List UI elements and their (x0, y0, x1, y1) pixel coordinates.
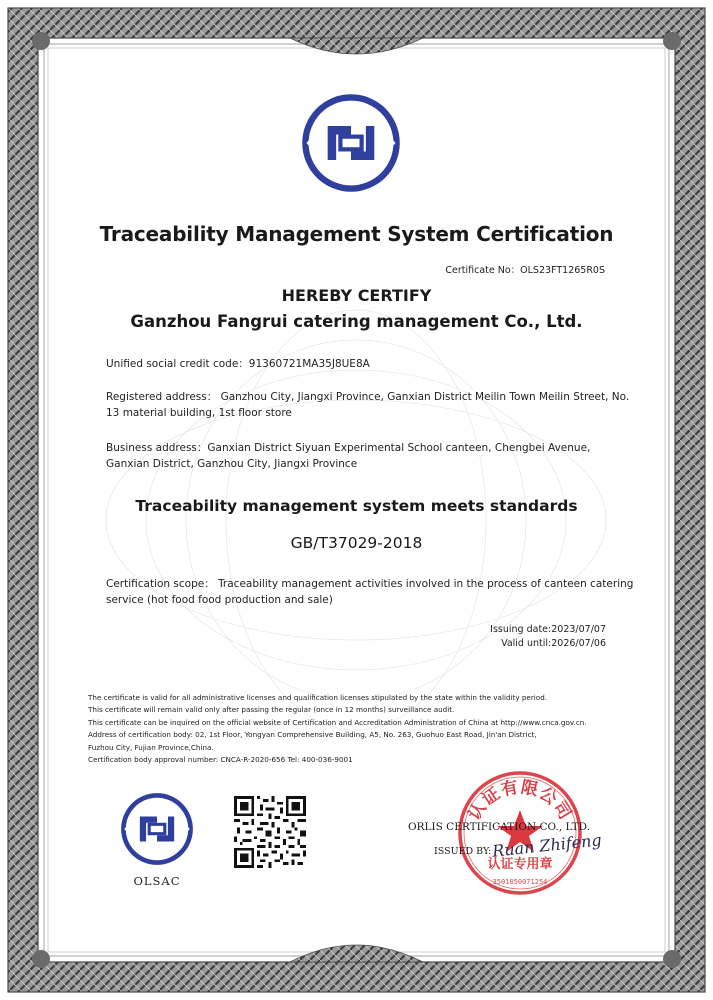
note-line: The certificate is valid for all administrative licenses and qualification licenses stipulated by the state within the validity period. (88, 693, 548, 702)
certificate-title: Traceability Management System Certification (99, 222, 614, 246)
seal-number: 3501050071254 (492, 878, 548, 886)
certificate-number-value: OLS23FT1265R0S (520, 265, 605, 276)
issuing-date-label: Issuing date: (490, 624, 552, 635)
certification-body-name: ORLIS CERTIFICATION CO., LTD. (408, 821, 591, 833)
certificate-number (445, 262, 605, 276)
registered-address-label: Registered address： (106, 391, 218, 403)
fine-print-notes (88, 692, 648, 766)
issuing-date-value: 2023/07/07 (551, 624, 606, 635)
note-line: Certification body approval number: CNCA-R-2020-656 Tel: 400-036-9001 (88, 755, 353, 765)
meets-standards-heading: Traceability management system meets standards (135, 497, 578, 515)
seal-arc-text: 认证有限公司 (464, 777, 576, 825)
scope-field (106, 576, 636, 608)
signature: Ruan Zhifeng (491, 830, 603, 861)
issuing-date-row (490, 623, 606, 637)
usc-value: 91360721MA35J8UE8A (248, 358, 370, 370)
olsac-logo-text: OLSAC (133, 874, 181, 888)
seal-sub-text: 认证专用章 (487, 857, 553, 872)
olsac-logo-icon (298, 90, 404, 196)
certificate-number-label: Certificate No： (445, 265, 521, 276)
note-line: Fuzhou City, Fujian Province,China. (88, 742, 214, 752)
valid-until-row (490, 637, 606, 651)
hereby-certify: HEREBY CERTIFY (281, 286, 432, 305)
business-address-field (106, 440, 636, 472)
business-address-label: Business address： (106, 442, 208, 454)
olsac-logo-icon (118, 790, 196, 868)
valid-until-label: Valid until: (501, 638, 552, 649)
qr-code-icon (234, 796, 306, 868)
company-name: Ganzhou Fangrui catering management Co., Ltd. (130, 312, 583, 331)
issued-by-label: ISSUED BY: (434, 846, 492, 857)
standard-code: GB/T37029-2018 (290, 534, 423, 552)
usc-label: Unified social credit code： (106, 358, 249, 370)
registered-address-value: Ganzhou City, Jiangxi Province, Ganxian District Meilin Town Meilin Street, No. 13 material building, 1st floor store (106, 391, 630, 419)
business-address-value: Ganxian District Siyuan Experimental School canteen, Chengbei Avenue, Ganxian District, Ganzhou City, Jiangxi Province (106, 442, 591, 470)
scope-value: Traceability management activities involved in the process of canteen catering service (hot food food production and sale) (106, 578, 634, 606)
registered-address-field (106, 389, 636, 421)
scope-label: Certification scope： (106, 578, 215, 590)
valid-until-value: 2026/07/06 (551, 638, 606, 649)
usc-field (106, 356, 636, 372)
note-line: This certificate will remain valid only after passing the regular (once in 12 months) surveillance audit. (88, 705, 455, 715)
note-line: This certificate can be inquired on the official website of Certification and Accreditation Administration of China at http://www.cnca.gov.cn. (88, 717, 587, 727)
validity-dates (490, 623, 606, 651)
note-line: Address of certification body: 02, 1st Floor, Yongyan Comprehensive Building, A5, No. 263, Guohuo East Road, Jin'an District, (88, 730, 537, 740)
